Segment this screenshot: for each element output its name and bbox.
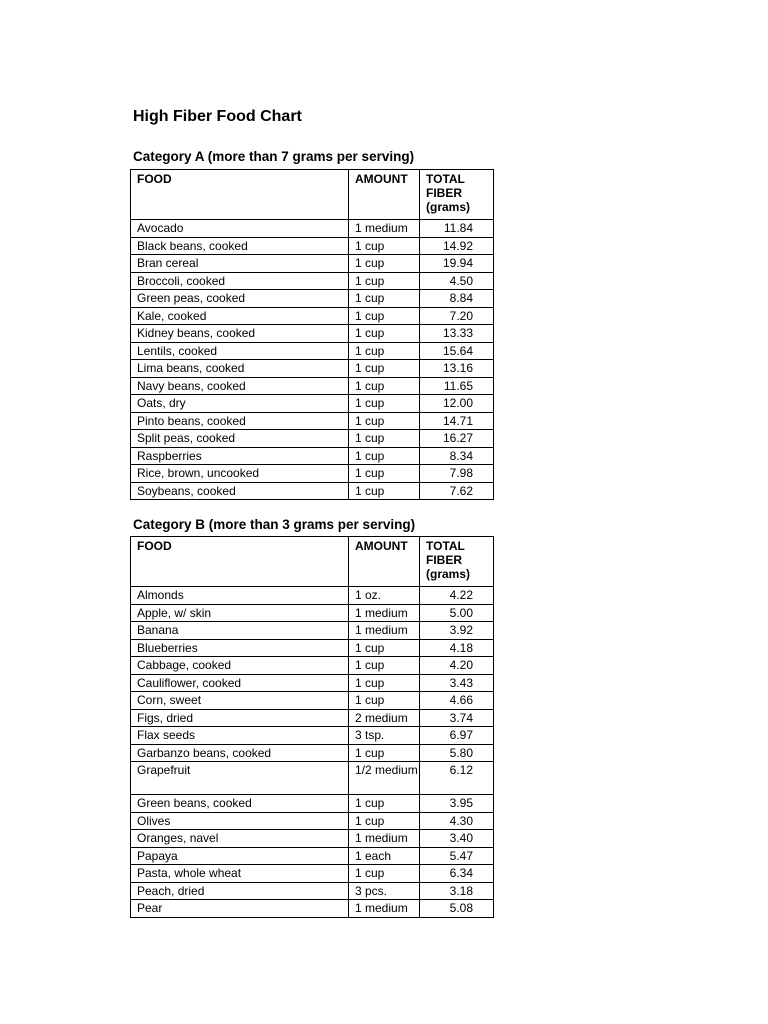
table-row: [131, 290, 494, 308]
amount-cell: 1 cup: [349, 692, 420, 710]
food-cell: Blueberries: [131, 639, 349, 657]
table-row: [131, 360, 494, 378]
category-a-rows: [131, 220, 494, 500]
amount-cell: 1 cup: [349, 447, 420, 465]
table-row: [131, 900, 494, 918]
amount-cell: 1 cup: [349, 812, 420, 830]
table-row: [131, 622, 494, 640]
food-cell: Cabbage, cooked: [131, 657, 349, 675]
food-cell: Raspberries: [131, 447, 349, 465]
fiber-cell: 6.97: [420, 727, 494, 745]
food-cell: Black beans, cooked: [131, 237, 349, 255]
food-cell: Pinto beans, cooked: [131, 412, 349, 430]
food-cell: Lentils, cooked: [131, 342, 349, 360]
table-row: [131, 847, 494, 865]
table-row: [131, 482, 494, 500]
fiber-cell: 4.30: [420, 812, 494, 830]
fiber-cell: 11.84: [420, 220, 494, 238]
fiber-cell: 7.98: [420, 465, 494, 483]
category-b-table: [130, 536, 494, 918]
header-total-fiber: TOTAL FIBER (grams): [420, 537, 494, 587]
table-row: [131, 395, 494, 413]
food-cell: Peach, dried: [131, 882, 349, 900]
header-total-fiber: TOTAL FIBER (grams): [420, 170, 494, 220]
amount-cell: 1 each: [349, 847, 420, 865]
table-row: [131, 744, 494, 762]
table-row: [131, 709, 494, 727]
amount-cell: 1 cup: [349, 795, 420, 813]
table-row: [131, 587, 494, 605]
table-row: [131, 412, 494, 430]
food-cell: Grapefruit: [131, 762, 349, 795]
amount-cell: 3 tsp.: [349, 727, 420, 745]
category-b-rows: [131, 587, 494, 918]
fiber-cell: 13.33: [420, 325, 494, 343]
fiber-cell: 5.08: [420, 900, 494, 918]
fiber-cell: 15.64: [420, 342, 494, 360]
fiber-cell: 3.43: [420, 674, 494, 692]
amount-cell: 1 cup: [349, 325, 420, 343]
fiber-cell: 3.95: [420, 795, 494, 813]
fiber-cell: 3.92: [420, 622, 494, 640]
amount-cell: 1 cup: [349, 482, 420, 500]
amount-cell: 3 pcs.: [349, 882, 420, 900]
header-amount: AMOUNT: [349, 170, 420, 220]
amount-cell: 1 cup: [349, 465, 420, 483]
fiber-cell: 4.50: [420, 272, 494, 290]
amount-cell: 1 cup: [349, 272, 420, 290]
food-cell: Banana: [131, 622, 349, 640]
table-header-row: [131, 537, 494, 587]
food-cell: Olives: [131, 812, 349, 830]
header-food: FOOD: [131, 170, 349, 220]
food-cell: Kidney beans, cooked: [131, 325, 349, 343]
fiber-cell: 3.74: [420, 709, 494, 727]
fiber-cell: 13.16: [420, 360, 494, 378]
food-cell: Corn, sweet: [131, 692, 349, 710]
fiber-cell: 14.71: [420, 412, 494, 430]
amount-cell: 1 cup: [349, 865, 420, 883]
amount-cell: 1 cup: [349, 255, 420, 273]
table-row: [131, 325, 494, 343]
fiber-cell: 14.92: [420, 237, 494, 255]
fiber-cell: 16.27: [420, 430, 494, 448]
food-cell: Apple, w/ skin: [131, 604, 349, 622]
food-cell: Split peas, cooked: [131, 430, 349, 448]
table-row: [131, 307, 494, 325]
fiber-cell: 19.94: [420, 255, 494, 273]
food-cell: Soybeans, cooked: [131, 482, 349, 500]
fiber-cell: 12.00: [420, 395, 494, 413]
food-cell: Papaya: [131, 847, 349, 865]
food-cell: Garbanzo beans, cooked: [131, 744, 349, 762]
food-cell: Green peas, cooked: [131, 290, 349, 308]
table-row: [131, 674, 494, 692]
table-row: [131, 430, 494, 448]
header-amount: AMOUNT: [349, 537, 420, 587]
table-row: [131, 447, 494, 465]
amount-cell: 1 medium: [349, 604, 420, 622]
fiber-cell: 7.20: [420, 307, 494, 325]
fiber-cell: 11.65: [420, 377, 494, 395]
food-cell: Almonds: [131, 587, 349, 605]
fiber-cell: 4.18: [420, 639, 494, 657]
fiber-cell: 6.34: [420, 865, 494, 883]
food-cell: Figs, dried: [131, 709, 349, 727]
amount-cell: 1 cup: [349, 657, 420, 675]
amount-cell: 1 cup: [349, 412, 420, 430]
amount-cell: 1 cup: [349, 744, 420, 762]
amount-cell: 1 medium: [349, 622, 420, 640]
page-title: High Fiber Food Chart: [133, 108, 302, 125]
category-b-title: Category B (more than 3 grams per serving): [133, 517, 416, 532]
fiber-cell: 3.18: [420, 882, 494, 900]
table-row: [131, 812, 494, 830]
food-cell: Cauliflower, cooked: [131, 674, 349, 692]
amount-cell: 1 cup: [349, 237, 420, 255]
amount-cell: 1 cup: [349, 395, 420, 413]
fiber-cell: 4.20: [420, 657, 494, 675]
fiber-cell: 4.22: [420, 587, 494, 605]
fiber-cell: 8.34: [420, 447, 494, 465]
food-cell: Rice, brown, uncooked: [131, 465, 349, 483]
amount-cell: 1 cup: [349, 430, 420, 448]
amount-cell: 1 medium: [349, 830, 420, 848]
header-food: FOOD: [131, 537, 349, 587]
fiber-cell: 8.84: [420, 290, 494, 308]
table-row: [131, 272, 494, 290]
table-row: [131, 342, 494, 360]
amount-cell: 1 oz.: [349, 587, 420, 605]
food-cell: Bran cereal: [131, 255, 349, 273]
table-row: [131, 727, 494, 745]
amount-cell: 1/2 medium: [349, 762, 420, 795]
fiber-cell: 6.12: [420, 762, 494, 795]
table-row: [131, 882, 494, 900]
fiber-cell: 5.00: [420, 604, 494, 622]
food-cell: Oats, dry: [131, 395, 349, 413]
amount-cell: 2 medium: [349, 709, 420, 727]
category-a-table: [130, 169, 494, 500]
food-cell: Pasta, whole wheat: [131, 865, 349, 883]
table-row: [131, 830, 494, 848]
fiber-cell: 4.66: [420, 692, 494, 710]
fiber-cell: 5.80: [420, 744, 494, 762]
fiber-cell: 3.40: [420, 830, 494, 848]
table-header-row: [131, 170, 494, 220]
category-a-title: Category A (more than 7 grams per serving): [133, 149, 415, 164]
food-cell: Flax seeds: [131, 727, 349, 745]
table-row: [131, 377, 494, 395]
table-row: [131, 639, 494, 657]
food-cell: Oranges, navel: [131, 830, 349, 848]
amount-cell: 1 cup: [349, 639, 420, 657]
amount-cell: 1 cup: [349, 307, 420, 325]
food-cell: Lima beans, cooked: [131, 360, 349, 378]
table-row: [131, 465, 494, 483]
amount-cell: 1 medium: [349, 900, 420, 918]
table-row: [131, 657, 494, 675]
amount-cell: 1 cup: [349, 360, 420, 378]
amount-cell: 1 cup: [349, 674, 420, 692]
fiber-cell: 7.62: [420, 482, 494, 500]
table-row: [131, 865, 494, 883]
table-row: [131, 237, 494, 255]
fiber-cell: 5.47: [420, 847, 494, 865]
food-cell: Broccoli, cooked: [131, 272, 349, 290]
food-cell: Navy beans, cooked: [131, 377, 349, 395]
table-row: [131, 692, 494, 710]
table-row: [131, 255, 494, 273]
amount-cell: 1 cup: [349, 377, 420, 395]
food-cell: Avocado: [131, 220, 349, 238]
amount-cell: 1 cup: [349, 342, 420, 360]
food-cell: Pear: [131, 900, 349, 918]
amount-cell: 1 medium: [349, 220, 420, 238]
table-row: [131, 220, 494, 238]
food-cell: Kale, cooked: [131, 307, 349, 325]
amount-cell: 1 cup: [349, 290, 420, 308]
table-row: [131, 762, 494, 795]
table-row: [131, 604, 494, 622]
food-cell: Green beans, cooked: [131, 795, 349, 813]
table-row: [131, 795, 494, 813]
